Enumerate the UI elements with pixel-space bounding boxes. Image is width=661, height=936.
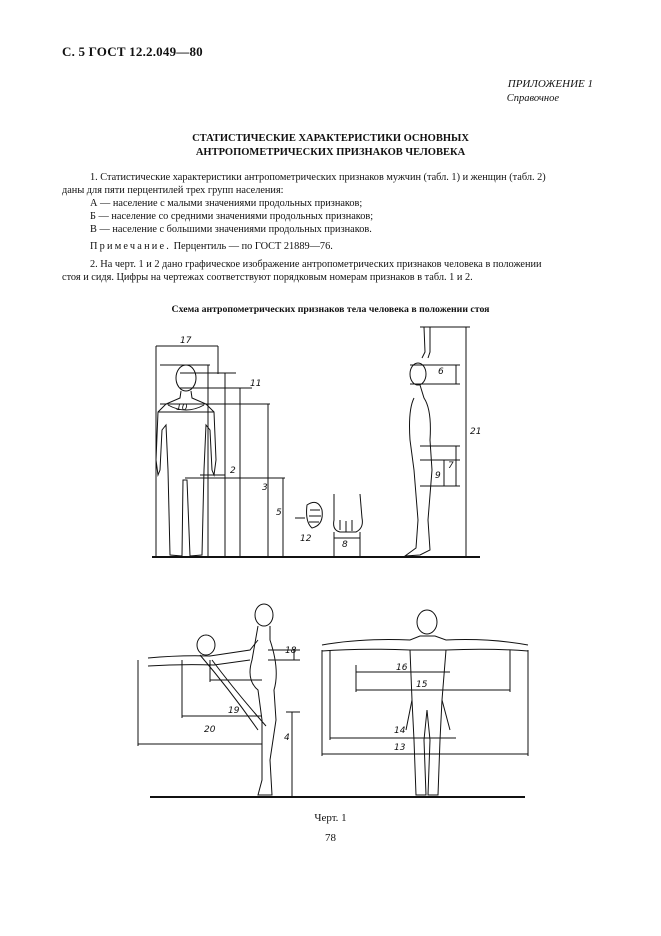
label-14: 14 [394, 726, 406, 736]
label-6: 6 [438, 367, 444, 377]
figure-caption: Черт. 1 [314, 812, 347, 824]
group-b: Б — население со средними значениями продольных признаков; [90, 211, 374, 222]
section-title-line1: СТАТИСТИЧЕСКИЕ ХАРАКТЕРИСТИКИ ОСНОВНЫХ [192, 133, 469, 144]
label-16: 16 [396, 663, 408, 673]
label-8: 8 [342, 540, 348, 550]
side-reach-figure [148, 604, 276, 795]
label-5: 5 [276, 508, 282, 518]
front-reach-figure [322, 610, 528, 795]
paragraph-2-line2: стоя и сидя. Цифры на чертежах соответствуют порядковым номерам признаков в табл. 1 и 2. [62, 272, 473, 283]
label-19: 19 [228, 706, 240, 716]
label-17: 17 [180, 336, 192, 346]
label-2: 2 [230, 466, 236, 476]
label-13: 13 [394, 743, 406, 753]
appendix-label: ПРИЛОЖЕНИЕ 1 [507, 78, 593, 90]
paragraph-1-line2: даны для пяти перцентилей трех групп населения: [62, 185, 284, 196]
page-header: С. 5 ГОСТ 12.2.049—80 [62, 44, 203, 59]
label-18: 18 [285, 646, 297, 656]
front-standing-figure [156, 365, 216, 556]
paragraph-2-line1: 2. На черт. 1 и 2 дано графическое изображение антропометрических признаков человека в положении [90, 259, 542, 270]
group-c: В — население с большими значениями продольных признаков. [90, 224, 372, 235]
paragraph-1-line1: 1. Статистические характеристики антропометрических признаков мужчин (табл. 1) и женщин (табл. 2) [90, 172, 546, 183]
label-3: 3 [262, 483, 268, 493]
label-12: 12 [300, 534, 312, 544]
appendix-sub: Справочное [506, 93, 559, 104]
side-standing-figure [405, 327, 432, 556]
label-9: 9 [435, 471, 441, 481]
page-number: 78 [325, 832, 336, 844]
label-15: 15 [416, 680, 428, 690]
note-label: Примечание. [90, 241, 172, 252]
label-21: 21 [470, 427, 482, 437]
label-20: 20 [204, 725, 216, 735]
label-4: 4 [284, 733, 290, 743]
section-title-line2: АНТРОПОМЕТРИЧЕСКИХ ПРИЗНАКОВ ЧЕЛОВЕКА [195, 147, 466, 158]
label-7: 7 [448, 461, 454, 471]
label-11: 11 [250, 379, 262, 389]
figure-title: Схема антропометрических признаков тела человека в положении стоя [171, 304, 490, 315]
group-a: А — население с малыми значениями продольных признаков; [90, 198, 363, 209]
label-10: 10 [176, 403, 188, 413]
note-text: Перцентиль — по ГОСТ 21889—76. [171, 241, 333, 252]
